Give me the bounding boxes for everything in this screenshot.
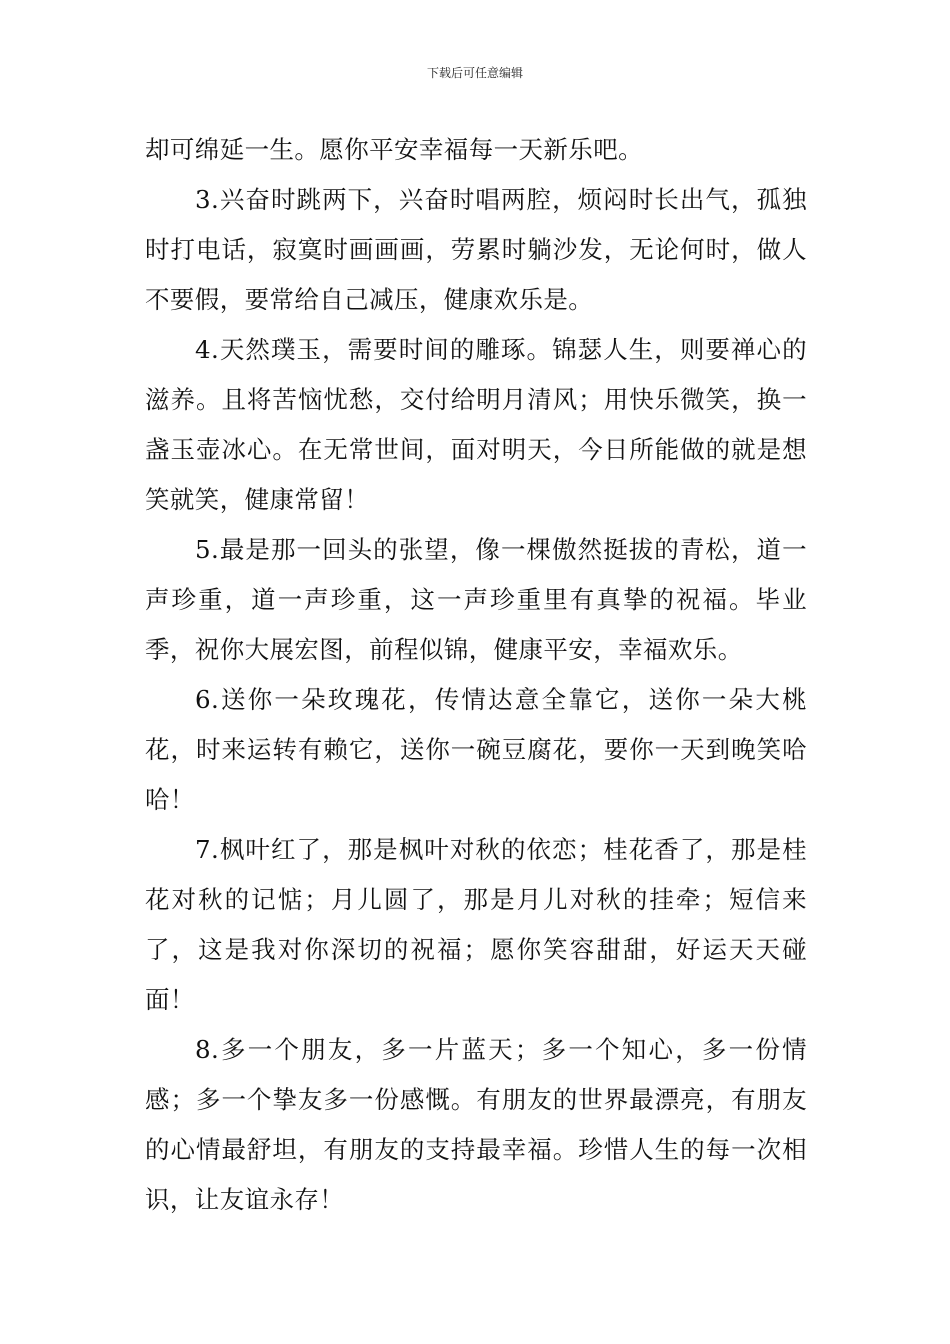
paragraph-item-5: 5.最是那一回头的张望，像一棵傲然挺拔的青松，道一声珍重，道一声珍重，这一声珍重里有真挚的祝福。毕业季，祝你大展宏图，前程似锦，健康平安，幸福欢乐。 <box>145 535 807 664</box>
paragraph-continuation: 却可绵延一生。愿你平安幸福每一天新乐吧。 <box>145 135 643 164</box>
paragraph-item-8: 8.多一个朋友，多一片蓝天；多一个知心，多一份情感；多一个挚友多一份感慨。有朋友的世界最漂亮，有朋友的心情最舒坦，有朋友的支持最幸福。珍惜人生的每一次相识，让友谊永存！ <box>145 1035 807 1214</box>
page-header: 下载后可任意编辑 <box>426 66 523 80</box>
paragraph-item-6: 6.送你一朵玫瑰花，传情达意全靠它，送你一朵大桃花，时来运转有赖它，送你一碗豆腐花，要你一天到晚笑哈哈！ <box>145 685 807 814</box>
paragraph-item-3: 3.兴奋时跳两下，兴奋时唱两腔，烦闷时长出气，孤独时打电话，寂寞时画画画，劳累时躺沙发，无论何时，做人不要假，要常给自己减压，健康欢乐是。 <box>145 185 807 314</box>
paragraph-item-4: 4.天然璞玉，需要时间的雕琢。锦瑟人生，则要禅心的滋养。且将苦恼忧愁，交付给明月清风；用快乐微笑，换一盏玉壶冰心。在无常世间，面对明天，今日所能做的就是想笑就笑，健康常留！ <box>145 335 807 514</box>
document-body <box>145 125 807 1225</box>
paragraph-item-7: 7.枫叶红了，那是枫叶对秋的依恋；桂花香了，那是桂花对秋的记惦；月儿圆了，那是月儿对秋的挂牵；短信来了，这是我对你深切的祝福；愿你笑容甜甜，好运天天碰面！ <box>145 835 807 1014</box>
